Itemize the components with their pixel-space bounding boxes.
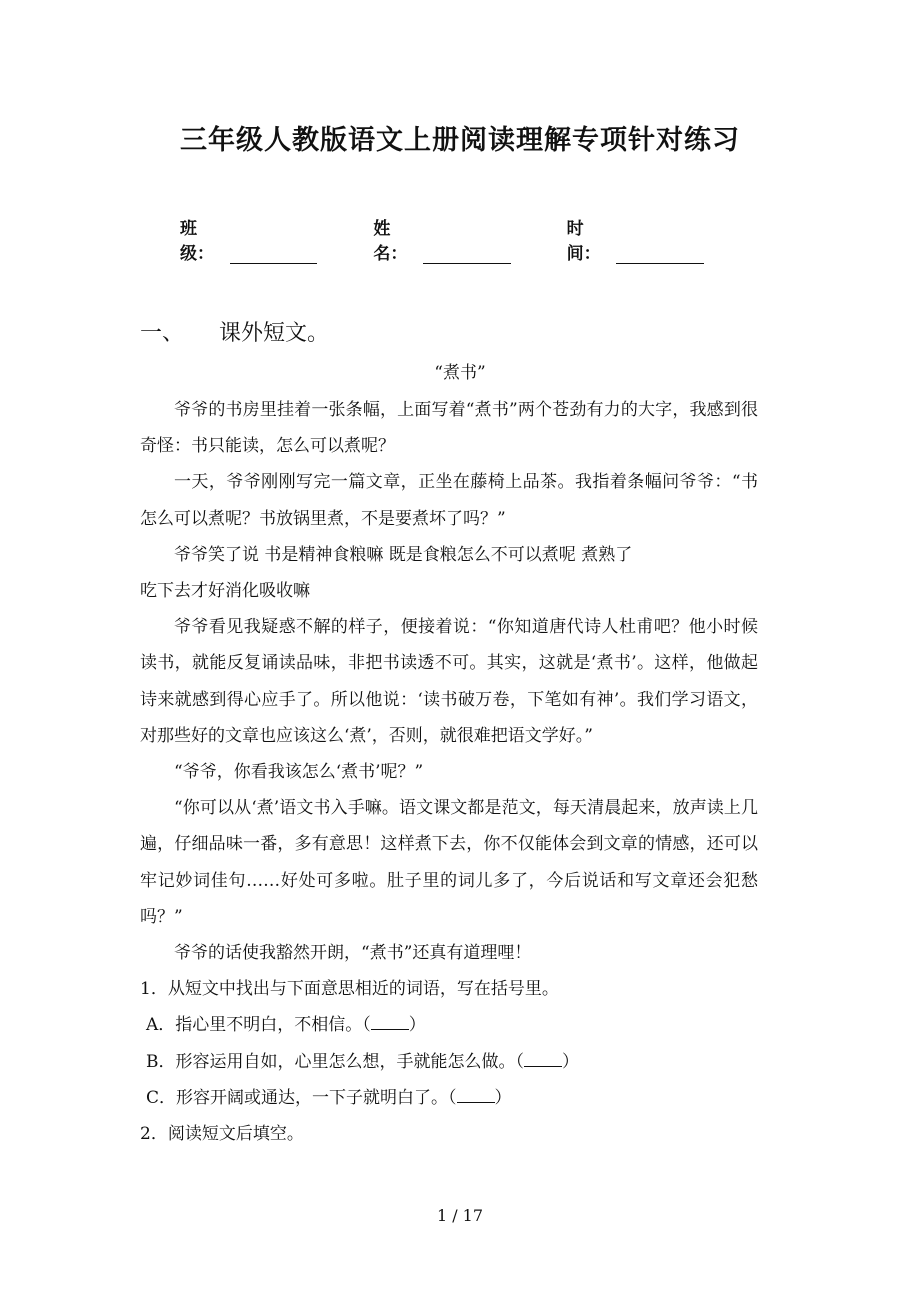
close-paren: ） (562, 1051, 579, 1072)
option-c-text: C．形容开阔或通达，一下子就明白了。（ (146, 1087, 457, 1108)
answer-blank-a[interactable] (371, 1013, 409, 1030)
name-label: 姓名： (373, 219, 408, 264)
question-1-option-c (140, 1080, 758, 1116)
question-1-option-b (140, 1044, 758, 1080)
question-2: 2．阅读短文后填空。 (140, 1124, 304, 1145)
close-paren: ） (494, 1087, 512, 1108)
option-b-text: B．形容运用自如，心里怎么想，手就能怎么做。（ (146, 1051, 524, 1072)
story-body (140, 392, 758, 1152)
story-title: “煮书” (434, 363, 486, 383)
question-1: 1．从短文中找出与下面意思相近的词语，写在括号里。 (140, 979, 559, 1000)
answer-blank-b[interactable] (524, 1050, 562, 1067)
paragraph: 爷爷看见我疑惑不解的样子，便接着说：“你知道唐代诗人杜甫吧？他小时候读书，就能反复诵读品味，非把书读透不可。其实，这就是‘煮书’。这样，他做起诗来就感到得心应手了。所以他说：‘读书破万卷，下笔如有神’。我们学习语文，对那些好的文章也应该这么‘煮’，否则，就很难把语文学好。” (140, 617, 758, 746)
paragraph: 爷爷的书房里挂着一张条幅，上面写着“煮书”两个苍劲有力的大字，我感到很奇怪：书只能读，怎么可以煮呢？ (140, 400, 758, 457)
option-a-text: A．指心里不明白，不相信。（ (146, 1015, 371, 1036)
section-number: 一、 (140, 321, 185, 346)
time-blank[interactable] (616, 243, 704, 264)
paragraph: “爷爷，你看我该怎么‘煮书’呢？” (174, 762, 424, 783)
close-paren: ） (408, 1015, 426, 1036)
time-field (567, 214, 704, 264)
section-title: 课外短文。 (219, 321, 330, 346)
paragraph: 爷爷的话使我豁然开朗，“煮书”还真有道理哩！ (174, 943, 532, 964)
paragraph: 一天，爷爷刚刚写完一篇文章，正坐在藤椅上品茶。我指着条幅问爷爷：“书怎么可以煮呢？书放锅里煮，不是要煮坏了吗？” (140, 472, 758, 529)
class-label: 班级： (180, 219, 214, 264)
time-label: 时间： (566, 219, 601, 264)
class-field (180, 214, 317, 264)
name-field (373, 214, 510, 264)
class-blank[interactable] (230, 243, 318, 264)
paragraph: 爷爷笑了说 书是精神食粮嘛 既是食粮怎么不可以煮呢 煮熟了 (174, 544, 633, 565)
paragraph: “你可以从‘煮’语文书入手嘛。语文课文都是范文，每天清晨起来，放声读上几遍，仔细品味一番，多有意思！这样煮下去，你不仅能体会到文章的情感，还可以牢记妙词佳句……好处可多啦。肚子里的词儿多了，今后说话和写文章还会犯愁吗？” (140, 798, 758, 927)
paragraph: 吃下去才好消化吸收嘛 (140, 581, 310, 602)
answer-blank-c[interactable] (457, 1086, 495, 1103)
student-info-row (180, 214, 760, 264)
page-number: 1 / 17 (436, 1206, 484, 1225)
name-blank[interactable] (423, 243, 511, 264)
question-1-option-a (140, 1007, 758, 1043)
section-heading (140, 316, 329, 347)
document-title: 三年级人教版语文上册阅读理解专项针对练习 (180, 125, 740, 156)
